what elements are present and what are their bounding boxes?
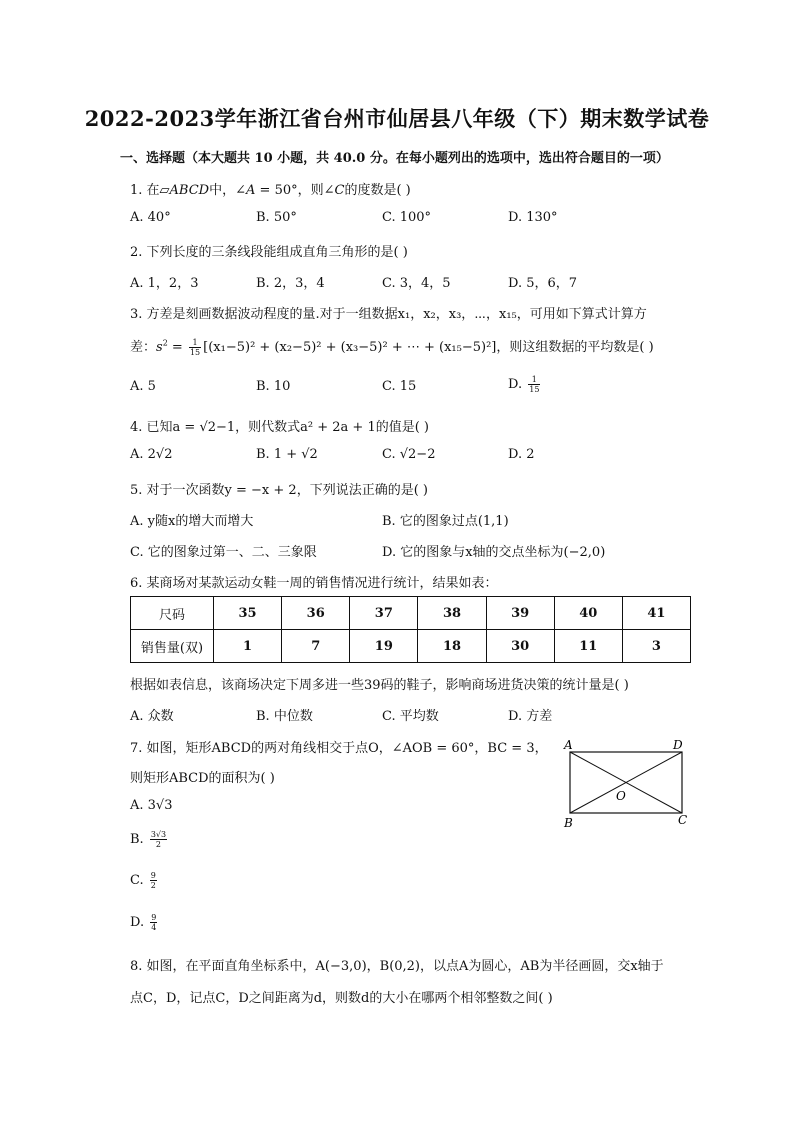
q6-option-b: B. 中位数 <box>256 709 313 724</box>
question-1-stem: 1. 在▱ABCD中，∠A = 50°，则∠C的度数是( ) <box>130 183 411 198</box>
question-3-stem-line1: 3. 方差是刻画数据波动程度的量.对于一组数据x₁，x₂，x₃，⋯，x₁₅，可用如下算式计算方 <box>130 307 647 322</box>
q2-option-a: A. 1，2，3 <box>130 276 199 291</box>
table-cell: 7 <box>282 630 350 663</box>
question-7-stem-line2: 则矩形ABCD的面积为( ) <box>130 771 275 786</box>
q4-option-d: D. 2 <box>508 447 535 462</box>
table-header-size: 尺码 <box>131 597 214 630</box>
table-cell: 37 <box>350 597 418 630</box>
q6-option-a: A. 众数 <box>130 709 174 724</box>
table-cell: 38 <box>418 597 486 630</box>
question-7-stem-line1: 7. 如图，矩形ABCD的两对角线相交于点O，∠AOB = 60°，BC = 3， <box>130 741 548 756</box>
table-cell: 1 <box>214 630 282 663</box>
page-title: 2022-2023学年浙江省台州市仙居县八年级（下）期末数学试卷 <box>84 106 710 131</box>
q1-option-d: D. 130° <box>508 210 558 225</box>
table-cell: 19 <box>350 630 418 663</box>
q7-option-a: A. 3√3 <box>130 798 173 813</box>
q5-option-b: B. 它的图象过点(1,1) <box>382 514 509 529</box>
sales-table <box>130 596 691 663</box>
q7-option-c: C. $\frac{9}{2}$ <box>130 871 156 890</box>
q6-option-d: D. 方差 <box>508 709 553 724</box>
table-cell: 40 <box>554 597 622 630</box>
question-5-stem: 5. 对于一次函数y = −x + 2，下列说法正确的是( ) <box>130 483 428 498</box>
q1-option-a: A. 40° <box>130 210 171 225</box>
table-cell: 18 <box>418 630 486 663</box>
label-a: A <box>564 738 573 752</box>
q4-option-c: C. √2−2 <box>382 447 436 462</box>
label-o: O <box>616 789 626 803</box>
question-6-stem: 6. 某商场对某款运动女鞋一周的销售情况进行统计，结果如表： <box>130 576 498 591</box>
q5-option-c: C. 它的图象过第一、二、三象限 <box>130 545 317 560</box>
table-header-sales: 销售量(双) <box>131 630 214 663</box>
q3-option-d: D. $\frac{1}{15}$ <box>508 375 540 394</box>
q5-option-d: D. 它的图象与x轴的交点坐标为(−2,0) <box>382 545 606 560</box>
table-cell: 35 <box>214 597 282 630</box>
question-4-stem: 4. 已知a = √2−1，则代数式a² + 2a + 1的值是( ) <box>130 420 430 435</box>
q6-option-c: C. 平均数 <box>382 709 439 724</box>
q2-option-d: D. 5，6，7 <box>508 276 578 291</box>
q2-option-b: B. 2，3，4 <box>256 276 325 291</box>
q1-option-b: B. 50° <box>256 210 297 225</box>
label-c: C <box>678 813 688 827</box>
q4-option-a: A. 2√2 <box>130 447 173 462</box>
question-8-stem-line1: 8. 如图，在平面直角坐标系中，A(−3,0)，B(0,2)，以点A为圆心，AB为半径画圆，交x轴于 <box>130 959 664 974</box>
label-d: D <box>673 738 683 752</box>
table-cell: 41 <box>622 597 690 630</box>
table-row <box>131 597 691 630</box>
table-cell: 11 <box>554 630 622 663</box>
question-2-stem: 2. 下列长度的三条线段能组成直角三角形的是( ) <box>130 245 408 260</box>
q3-option-a: A. 5 <box>130 379 156 394</box>
question-3-stem-line2: 差：$s^2$ = $\frac{1}{15}$ [(x₁−5)² + (x₂−5)² + (x₃−5)² + ⋯ + (x₁₅−5)²]，则这组数据的平均数是( ) <box>130 338 654 357</box>
rectangle-abcd-figure <box>560 735 695 830</box>
table-row <box>131 630 691 663</box>
q3-option-c: C. 15 <box>382 379 417 394</box>
section-heading: 一、选择题（本大题共 10 小题，共 40.0 分。在每小题列出的选项中，选出符合题目的一项） <box>120 151 669 166</box>
question-6-after-table: 根据如表信息，该商场决定下周多进一些39码的鞋子，影响商场进货决策的统计量是( ) <box>130 678 629 693</box>
fraction-1-over-15: $\frac{1}{15}$ <box>189 338 201 357</box>
q1-option-c: C. 100° <box>382 210 432 225</box>
q4-option-b: B. 1 + √2 <box>256 447 318 462</box>
table-cell: 3 <box>622 630 690 663</box>
table-cell: 30 <box>486 630 554 663</box>
q5-option-a: A. y随x的增大而增大 <box>130 514 254 529</box>
table-cell: 36 <box>282 597 350 630</box>
q7-option-b: B. $\frac{3√3}{2}$ <box>130 830 167 849</box>
table-cell: 39 <box>486 597 554 630</box>
q7-option-d: D. $\frac{9}{4}$ <box>130 913 157 932</box>
question-8-stem-line2: 点C，D，记点C，D之间距离为d，则数d的大小在哪两个相邻整数之间( ) <box>130 991 553 1006</box>
label-b: B <box>564 816 573 830</box>
q2-option-c: C. 3，4，5 <box>382 276 451 291</box>
q3-option-b: B. 10 <box>256 379 291 394</box>
